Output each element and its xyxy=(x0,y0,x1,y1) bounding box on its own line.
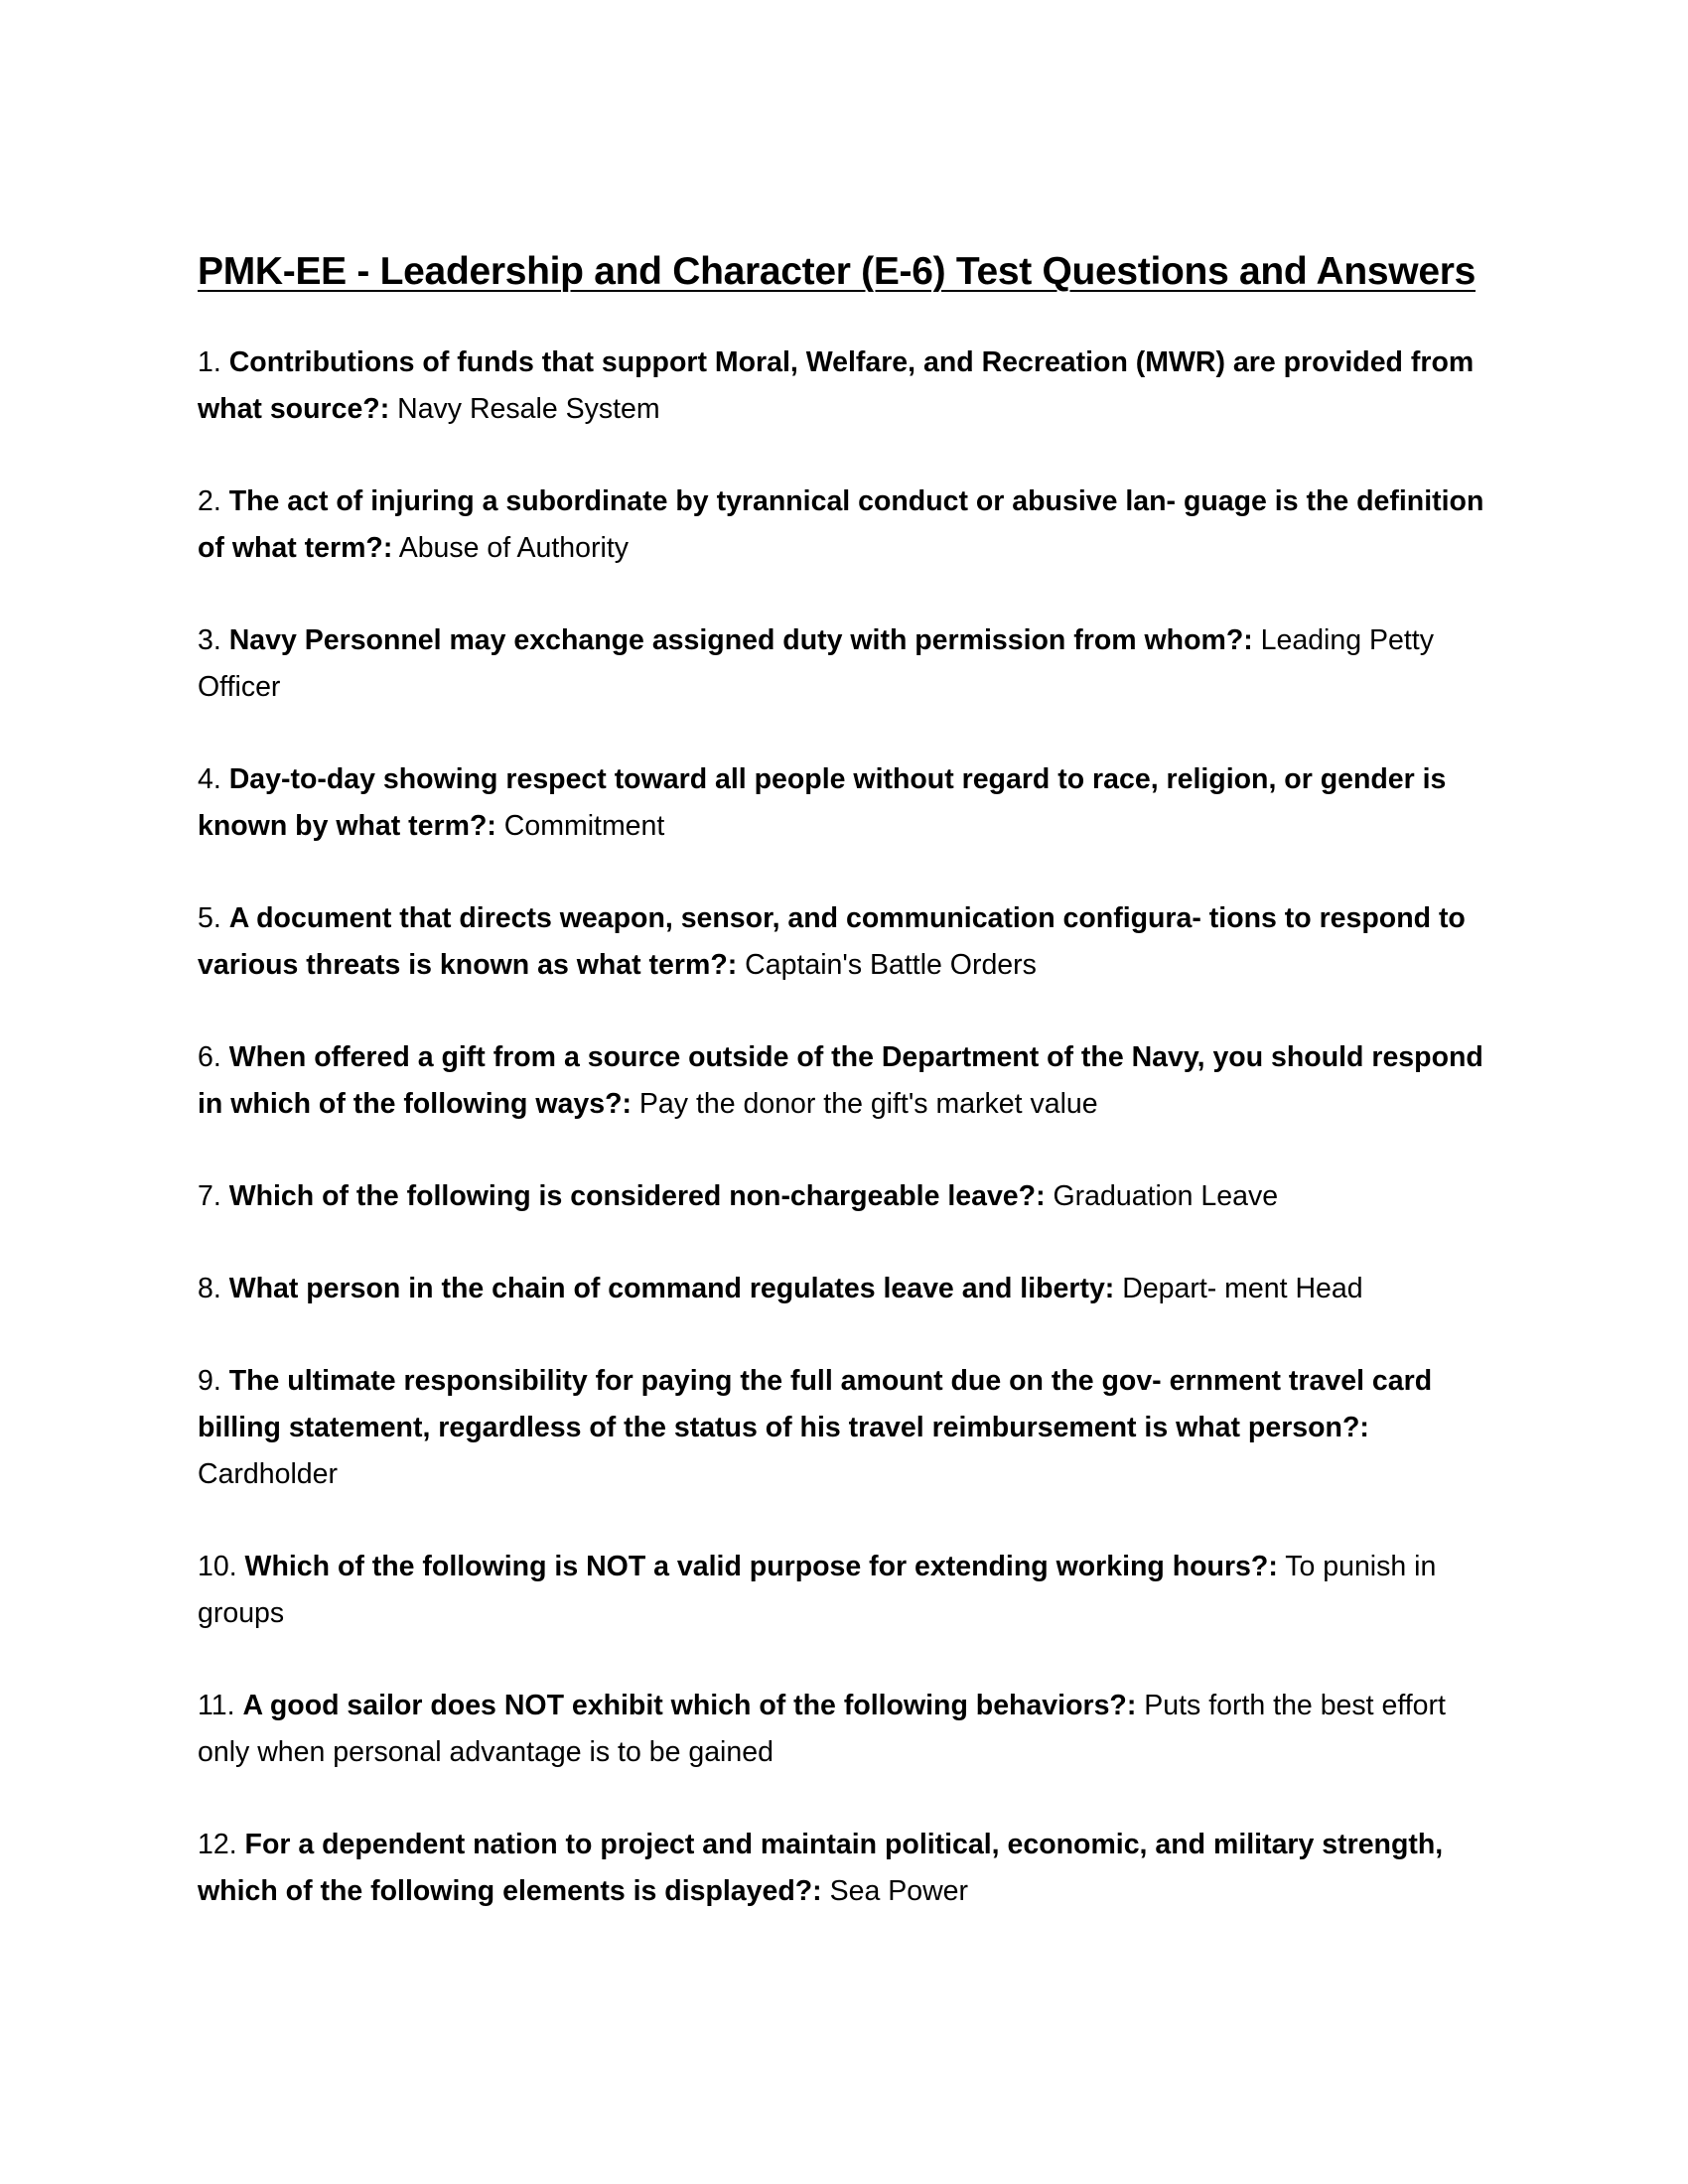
qa-number: 11. xyxy=(198,1690,235,1721)
qa-answer: Sea Power xyxy=(829,1875,968,1907)
qa-question: Which of the following is NOT a valid purpose for extending working hours?: xyxy=(244,1551,1278,1582)
qa-question: For a dependent nation to project and maintain political, economic, and military strength, which of the following elements is displayed?: xyxy=(198,1829,1444,1907)
document-page xyxy=(198,244,1498,1961)
qa-question: Which of the following is considered non-chargeable leave?: xyxy=(228,1180,1046,1212)
qa-answer: To punish in groups xyxy=(198,1551,1437,1629)
qa-item xyxy=(198,1358,1498,1498)
qa-item xyxy=(198,756,1498,850)
qa-answer: Graduation Leave xyxy=(1053,1180,1279,1212)
qa-number: 5. xyxy=(198,902,221,934)
qa-answer: Puts forth the best effort only when personal advantage is to be gained xyxy=(198,1690,1446,1768)
qa-question: A good sailor does NOT exhibit which of the following behaviors?: xyxy=(242,1690,1137,1721)
qa-answer: Depart- ment Head xyxy=(1122,1273,1363,1304)
qa-item xyxy=(198,478,1498,572)
qa-answer: Cardholder xyxy=(198,1458,338,1490)
qa-question: Navy Personnel may exchange assigned duty with permission from whom?: xyxy=(228,624,1253,656)
qa-question: When offered a gift from a source outside of the Department of the Navy, you should respond in which of the following ways?: xyxy=(198,1041,1483,1120)
qa-answer: Commitment xyxy=(503,810,665,842)
qa-answer: Navy Resale System xyxy=(397,393,660,425)
qa-item xyxy=(198,1822,1498,1915)
qa-item xyxy=(198,1266,1498,1312)
qa-number: 10. xyxy=(198,1551,237,1582)
qa-item xyxy=(198,340,1498,433)
qa-answer: Pay the donor the gift's market value xyxy=(638,1088,1098,1120)
qa-item xyxy=(198,617,1498,711)
qa-number: 8. xyxy=(198,1273,221,1304)
qa-answer: Abuse of Authority xyxy=(398,532,629,564)
qa-number: 4. xyxy=(198,763,221,795)
qa-number: 6. xyxy=(198,1041,221,1073)
qa-number: 9. xyxy=(198,1365,221,1397)
qa-item xyxy=(198,1683,1498,1776)
qa-item xyxy=(198,1173,1498,1220)
qa-question: Day-to-day showing respect toward all people without regard to race, religion, or gender is known by what term?: xyxy=(198,763,1447,842)
qa-number: 1. xyxy=(198,346,221,378)
qa-answer: Leading Petty Officer xyxy=(198,624,1434,703)
qa-question: The act of injuring a subordinate by tyrannical conduct or abusive lan- guage is the definition of what term?: xyxy=(198,485,1484,564)
qa-item xyxy=(198,1544,1498,1637)
qa-number: 7. xyxy=(198,1180,221,1212)
qa-list xyxy=(198,340,1498,1915)
qa-question: What person in the chain of command regulates leave and liberty: xyxy=(228,1273,1115,1304)
qa-number: 3. xyxy=(198,624,221,656)
qa-number: 12. xyxy=(198,1829,237,1860)
qa-item xyxy=(198,1034,1498,1128)
qa-question: The ultimate responsibility for paying the full amount due on the gov- ernment travel card billing statement, regardless of the status of his travel reimbursement is what person?: xyxy=(198,1365,1433,1443)
qa-number: 2. xyxy=(198,485,221,517)
qa-answer: Captain's Battle Orders xyxy=(745,949,1037,981)
qa-question: Contributions of funds that support Moral, Welfare, and Recreation (MWR) are provided from what source?: xyxy=(198,346,1475,425)
qa-item xyxy=(198,895,1498,989)
document-title: PMK-EE - Leadership and Character (E-6) Test Questions and Answers xyxy=(198,250,1476,293)
qa-question: A document that directs weapon, sensor, and communication configura- tions to respond to various threats is known as what term?: xyxy=(198,902,1466,981)
